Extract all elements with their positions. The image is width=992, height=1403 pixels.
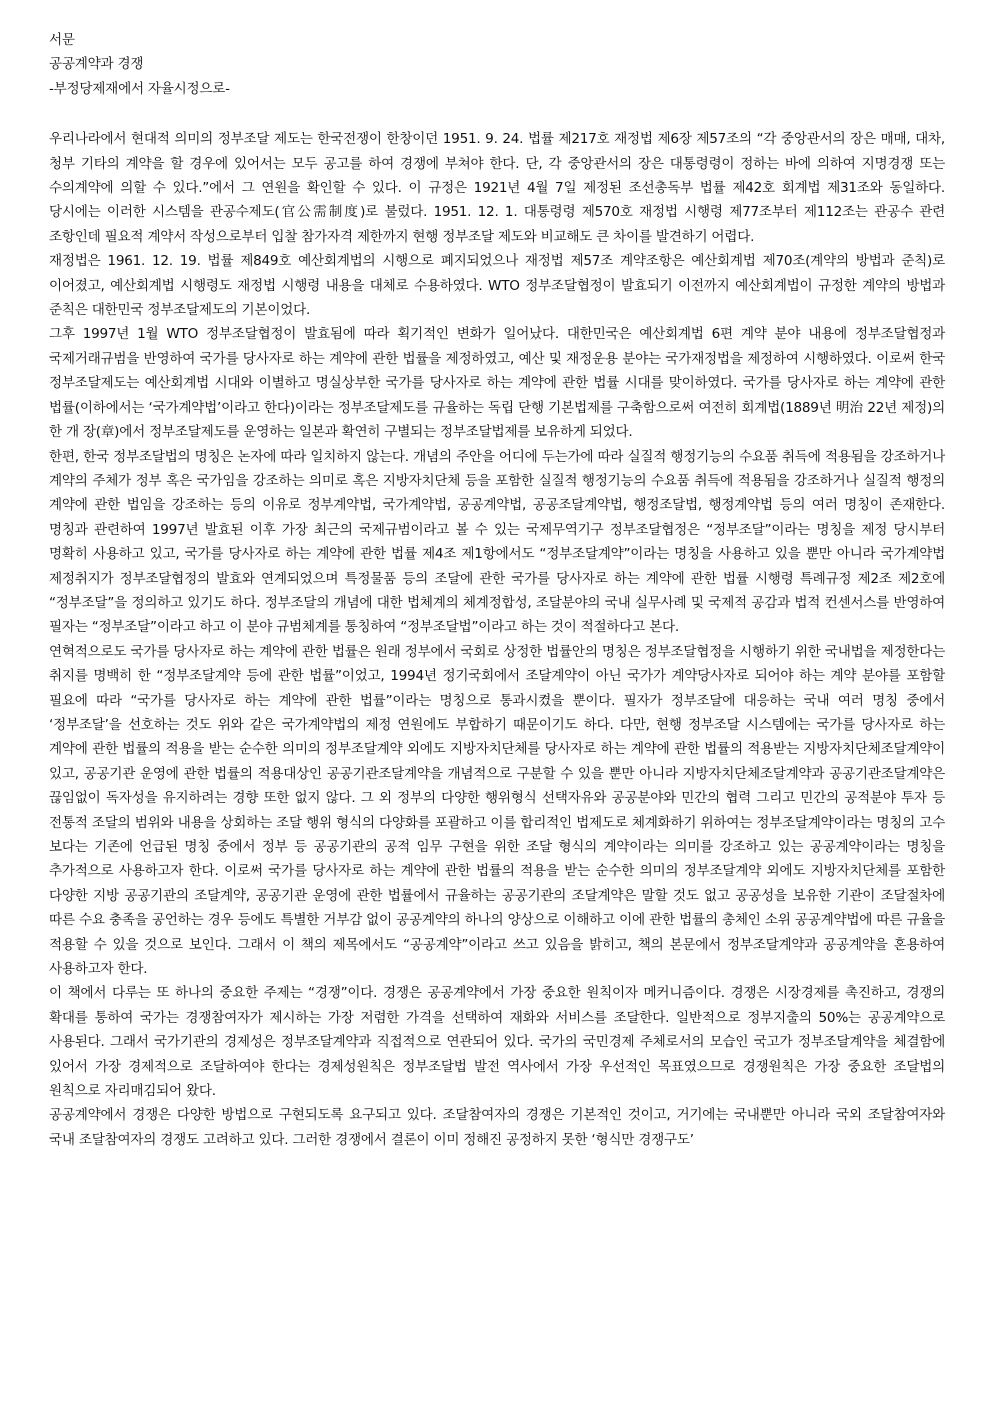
- paragraph-wto-agreement: 그후 1997년 1월 WTO 정부조달협정이 발효됨에 따라 획기적인 변화가 일어났다. 대한민국은 예산회계법 6편 계약 분야 내용에 정부조달협정과 국제거래규범을 반영하여 국가를 당사자로 하는 계약에 관한 법률을 제정하였고, 예산 및 재정운용 분야는 국가재정법을 제정하여 시행하였다. 이로써 한국 정부조달제도는 예산회계법 시대와 이별하고 명실상부한 국가를 당사자로 하는 계약에 관한 법률 시대를 맞이하였다. 국가를 당사자로 하는 계약에 관한 법률(이하에서는 ‘국가계약법’이라고 한다)이라는 정부조달제도를 규율하는 독립 단행 기본법제를 구축함으로써 여전히 회계법(1889년 明治 22년 제정)의 한 개 장(章)에서 정부조달제도를 운영하는 일본과 확연히 구별되는 정부조달법제를 보유하게 되었다.: [49, 326, 945, 441]
- paragraph-history-naming: 연혁적으로도 국가를 당사자로 하는 계약에 관한 법률은 원래 정부에서 국회로 상정한 법률안의 명칭은 정부조달협정을 시행하기 위한 국내법을 제정한다는 취지를 명백히 한 “정부조달계약 등에 관한 법률”이었고, 1994년 정기국회에서 조달계약이 아닌 국가가 계약당사자로 되어야 하는 계약 분야를 포함할 필요에 따라 “국가를 당사자로 하는 계약에 관한 법률”이라는 명칭으로 통과시켰을 뿐이다. 필자가 정부조달에 대응하는 국내 여러 명칭 중에서 ‘정부조달’을 선호하는 것도 위와 같은 국가계약법의 제정 연원에도 부합하기 때문이기도 하다. 다만, 현행 정부조달 시스템에는 국가를 당사자로 하는 계약에 관한 법률의 적용을 받는 순수한 의미의 정부조달계약 외에도 지방자치단체를 당사자로 하는 계약에 관한 법률의 적용받는 지방자치단체조달계약이 있고, 공공기관 운영에 관한 법률의 적용대상인 공공기관조달계약을 개념적으로 구분할 수 있을 뿐만 아니라 지방자치단체조달계약과 공공기관조달계약은 끊임없이 독자성을 유지하려는 경향 또한 없지 않다. 그 외 정부의 다양한 행위형식 선택자유와 공공분야와 민간의 협력 그리고 민간의 공적분야 투자 등 전통적 조달의 범위와 내용을 상회하는 조달 행위 형식의 다양화를 포괄하고 이를 합리적인 법제도로 체계화하기 위하여는 정부조달계약이라는 명칭의 고수 보다는 기존에 언급된 명칭 중에서 정부 등 공공기관의 공적 임무 구현을 위한 조달 형식의 계약이라는 의미를 강조하고 있는 공공계약이라는 명칭을 추가적으로 사용하고자 한다. 이로써 국가를 당사자로 하는 계약에 관한 법률의 적용을 받는 순수한 의미의 정부조달계약 외에도 지방자치단체를 포함한 다양한 지방 공공기관의 조달계약, 공공기관 운영에 관한 법률에서 규율하는 공공기관의 조달계약은 말할 것도 없고 공공성을 보유한 기관이 조달절차에 따른 수요 충족을 공언하는 경우 등에도 특별한 거부감 없이 공공계약의 하나의 양상으로 이해하고 이에 관한 법률의 총체인 소위 공공계약법에 따른 규율을 적용할 수 있을 것으로 보인다. 그래서 이 책의 제목에서도 “공공계약”이라고 쓰고 있음을 밝히고, 책의 본문에서 정부조달계약과 공공계약을 혼용하여 사용하고자 한다.: [49, 643, 945, 978]
- document-page: [49, 28, 945, 1152]
- paragraph-naming: 한편, 한국 정부조달법의 명칭은 논자에 따라 일치하지 않는다. 개념의 주안을 어디에 두는가에 따라 실질적 행정기능의 수요품 취득에 적용됨을 강조하거나 계약의 주체가 정부 혹은 국가임을 강조하는 의미로 혹은 지방자치단체 등을 포함한 실질적 행정기능의 수요품 취득에 적용됨을 강조하거나 실질적 행정의 계약에 관한 법임을 강조하는 등의 이유로 정부계약법, 국가계약법, 공공계약법, 공공조달계약법, 행정조달법, 행정계약법 등의 여러 명칭이 존재한다. 명칭과 관련하여 1997년 발효된 이후 가장 최근의 국제규범이라고 볼 수 있는 국제무역기구 정부조달협정은 “정부조달”이라는 명칭을 제정 당시부터 명확히 사용하고 있고, 국가를 당사자로 하는 계약에 관한 법률 제4조 제1항에서도 “정부조달계약”이라는 명칭을 사용하고 있을 뿐만 아니라 국가계약법 제정취지가 정부조달협정의 발효와 연계되었으며 특정물품 등의 조달에 관한 국가를 당사자로 하는 계약에 관한 법률 시행령 특례규정 제2조 제2호에 “정부조달”을 정의하고 있기도 하다. 정부조달의 개념에 대한 법체계의 체계정합성, 조달분야의 국내 실무사례 및 국제적 공감과 법적 컨센서스를 반영하여 필자는 “정부조달”이라고 하고 이 분야 규범체계를 통칭하여 “정부조달법”이라고 하는 것이 적절하다고 본다.: [49, 448, 945, 636]
- preface-label: 서문: [49, 32, 75, 48]
- paragraph-budget-act: 재정법은 1961. 12. 19. 법률 제849호 예산회계법의 시행으로 폐지되었으나 재정법 제57조 계약조항은 예산회계법 제70조(계약의 방법과 준칙)로 이어졌고, 예산회계법 시행령도 재정법 시행령 내용을 대체로 수용하였다. WTO 정부조달협정이 발효되기 이전까지 예산회계법이 규정한 계약의 방법과 준칙은 대한민국 정부조달제도의 기본이었다.: [49, 253, 945, 319]
- paragraph-origin: 우리나라에서 현대적 의미의 정부조달 제도는 한국전쟁이 한창이던 1951. 9. 24. 법률 제217호 재정법 제6장 제57조의 “각 중앙관서의 장은 매매, 대차, 청부 기타의 계약을 할 경우에 있어서는 모두 공고를 하여 경쟁에 부쳐야 한다. 단, 각 중앙관서의 장은 대통령령이 정하는 바에 의하여 지명경쟁 또는 수의계약에 의할 수 있다.”에서 그 연원을 확인할 수 있다. 이 규정은 1921년 4월 7일 제정된 조선총독부 법률 제42호 회계법 제31조와 동일하다. 당시에는 이러한 시스템을 관공수제도(官公需制度)로 불렀다. 1951. 12. 1. 대통령령 제570호 재정법 시행령 제77조부터 제112조는 관공수 관련 조항인데 필요적 계약서 작성으로부터 입찰 참가자격 제한까지 현행 정부조달 제도와 비교해도 큰 차이를 발견하기 어렵다.: [49, 131, 945, 245]
- paragraph-competition-methods: 공공계약에서 경쟁은 다양한 방법으로 구현되도록 요구되고 있다. 조달참여자의 경쟁은 기본적인 것이고, 거기에는 국내뿐만 아니라 국외 조달참여자와 국내 조달참여자의 경쟁도 고려하고 있다. 그러한 경쟁에서 결론이 이미 정해진 공정하지 못한 ‘형식만 경쟁구도’: [49, 1107, 945, 1148]
- paragraph-competition: 이 책에서 다루는 또 하나의 중요한 주제는 “경쟁”이다. 경쟁은 공공계약에서 가장 중요한 원칙이자 메커니즘이다. 경쟁은 시장경제를 촉진하고, 경쟁의 확대를 통하여 국가는 경쟁참여자가 제시하는 가장 저렴한 가격을 선택하여 재화와 서비스를 조달한다. 일반적으로 정부지출의 50%는 공공계약으로 사용된다. 그래서 국가기관의 경제성은 정부조달계약과 직접적으로 연관되어 있다. 국가의 국민경제 주체로서의 모습인 국고가 정부조달계약을 체결함에 있어서 가장 경제적으로 조달하여야 한다는 경제성원칙은 정부조달법 발전 역사에서 가장 우선적인 목표였으므로 경쟁원칙은 가장 중요한 조달법의 원칙으로 자리매김되어 왔다.: [49, 985, 945, 1100]
- header-spacer: [49, 101, 945, 127]
- book-subtitle: -부정당제재에서 자율시정으로-: [49, 80, 230, 97]
- book-title: 공공계약과 경쟁: [49, 56, 144, 73]
